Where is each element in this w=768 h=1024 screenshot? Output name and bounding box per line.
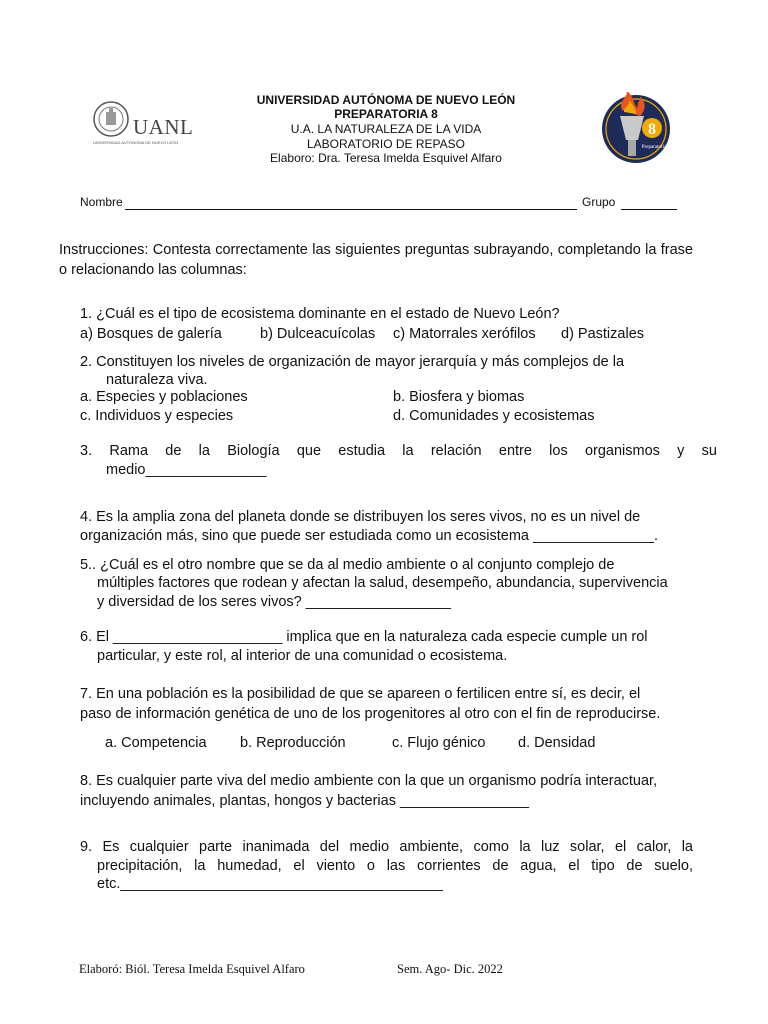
- q2-option-c[interactable]: c. Individuos y especies: [80, 408, 234, 424]
- q2-option-a[interactable]: a. Especies y poblaciones: [80, 389, 248, 405]
- question-4-line1: 4. Es la amplia zona del planeta donde se distribuyen los seres vivos, no es un nivel de: [80, 509, 641, 525]
- uanl-logo-text: UANL: [133, 115, 194, 139]
- question-5-line2: múltiples factores que rodean y afectan la salud, desempeño, abundancia, supervivencia: [97, 575, 668, 591]
- name-input-line[interactable]: [125, 209, 577, 210]
- unit-title: U.A. LA NATURALEZA DE LA VIDA: [290, 122, 482, 136]
- prepa8-number: 8: [648, 121, 656, 138]
- question-9-line3[interactable]: etc.________________________________________: [97, 876, 443, 892]
- question-9-text-2: precipitación, la humedad, el viento o las corrientes de agua, el tipo de suelo,: [97, 858, 693, 874]
- uanl-logo: [93, 95, 203, 153]
- question-1: 1. ¿Cuál es el tipo de ecosistema dominante en el estado de Nuevo León?: [80, 306, 560, 322]
- question-7-line1: 7. En una población es la posibilidad de que se apareen o fertilicen entre sí, es decir, el: [80, 686, 641, 702]
- university-name: UNIVERSIDAD AUTÓNOMA DE NUEVO LEÓN: [256, 93, 516, 107]
- question-6-line1[interactable]: 6. El _____________________ implica que en la naturaleza cada especie cumple un rol: [80, 629, 648, 645]
- question-3-line2[interactable]: medio_______________: [106, 462, 267, 478]
- footer-author: Elaboró: Biól. Teresa Imelda Esquivel Alfaro: [79, 962, 305, 976]
- footer-semester: Sem. Ago- Dic. 2022: [397, 962, 503, 976]
- instructions: Instrucciones: Contesta correctamente las siguientes preguntas subrayando, completando la frase o relacionando las columnas:: [59, 242, 693, 278]
- question-9-line2: [97, 857, 693, 876]
- q2-option-d[interactable]: d. Comunidades y ecosistemas: [393, 408, 595, 424]
- group-label: Grupo: [582, 195, 616, 209]
- question-9-text-1: 9. Es cualquier parte inanimada del medio ambiente, como la luz solar, el calor, la: [80, 839, 693, 855]
- group-input-line[interactable]: [621, 209, 677, 210]
- question-9-line1: [80, 838, 693, 857]
- question-7-line2: paso de información genética de uno de los progenitores al otro con el fin de reproducirse.: [80, 706, 661, 722]
- question-3-text: 3. Rama de la Biología que estudia la relación entre los organismos y su: [80, 443, 717, 459]
- q7-option-d[interactable]: d. Densidad: [518, 735, 596, 751]
- name-field-row: [80, 195, 680, 213]
- prepa8-logo: [596, 92, 676, 168]
- question-4-line2[interactable]: organización más, sino que puede ser estudiada como un ecosistema _______________.: [80, 528, 658, 544]
- question-5-line1: 5.. ¿Cuál es el otro nombre que se da al medio ambiente o al conjunto complejo de: [80, 557, 615, 573]
- torch-seal-icon: [596, 92, 676, 168]
- question-6-line2: particular, y este rol, al interior de una comunidad o ecosistema.: [97, 648, 508, 664]
- school-name: PREPARATORIA 8: [334, 107, 438, 121]
- question-8-line2[interactable]: incluyendo animales, plantas, hongos y bacterias ________________: [80, 793, 530, 809]
- question-5-line3[interactable]: y diversidad de los seres vivos? __________________: [97, 594, 451, 610]
- prepa8-word: Preparatoria: [641, 145, 667, 150]
- university-title: [230, 93, 542, 107]
- q1-option-b[interactable]: b) Dulceacuícolas: [260, 326, 376, 342]
- lab-title: LABORATORIO DE REPASO: [306, 137, 466, 151]
- q1-option-a[interactable]: a) Bosques de galería: [80, 326, 222, 342]
- uanl-logo-subtext: UNIVERSIDAD AUTÓNOMA DE NUEVO LEÓN: [93, 140, 179, 145]
- q1-option-d[interactable]: d) Pastizales: [561, 326, 645, 342]
- school-title: [230, 107, 542, 121]
- question-8-line1: 8. Es cualquier parte viva del medio ambiente con la que un organismo podría interactuar,: [80, 773, 658, 789]
- question-2-line1: 2. Constituyen los niveles de organización de mayor jerarquía y más complejos de la: [80, 354, 625, 370]
- q7-option-a[interactable]: a. Competencia: [105, 735, 207, 751]
- question-3-line1: [80, 442, 717, 461]
- q7-option-b[interactable]: b. Reproducción: [240, 735, 346, 751]
- q7-option-c[interactable]: c. Flujo génico: [392, 735, 486, 751]
- q2-option-b[interactable]: b. Biosfera y biomas: [393, 389, 525, 405]
- author-line: Elaboro: Dra. Teresa Imelda Esquivel Alfaro: [270, 151, 502, 165]
- q1-option-c[interactable]: c) Matorrales xerófilos: [393, 326, 536, 342]
- name-label: Nombre: [80, 195, 123, 209]
- question-2-line2: naturaleza viva.: [106, 372, 208, 388]
